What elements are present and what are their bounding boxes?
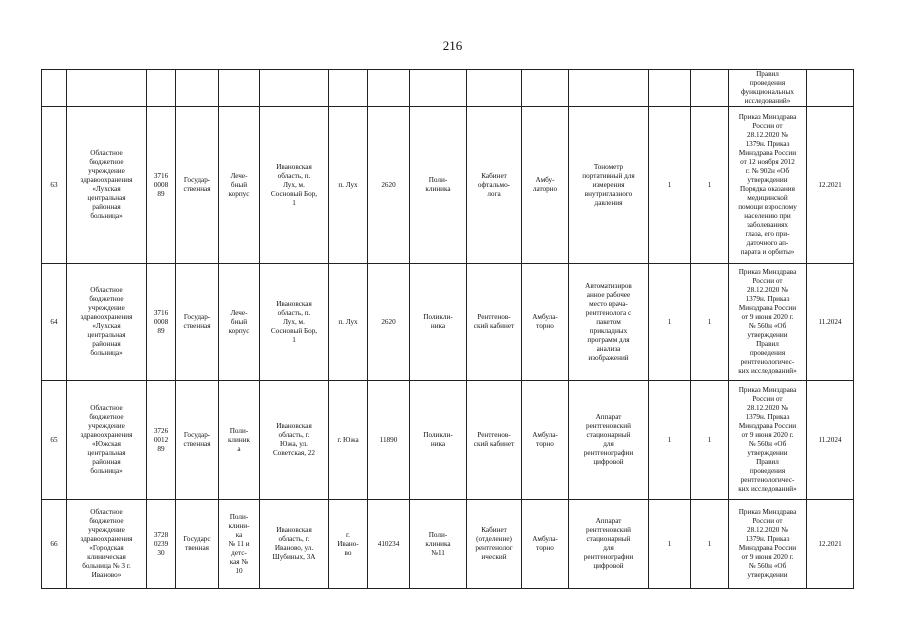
ownership-cell: Государ- ственная xyxy=(176,381,219,500)
table-cell xyxy=(67,70,147,107)
table-cell xyxy=(691,70,729,107)
quantity-cell: 1 xyxy=(649,107,691,264)
organization-cell: Областное бюджетное учреждение здравоохранения «Городская клиническая больница № 3 г. Иваново» xyxy=(67,500,147,589)
basis-cell: Приказ Минздрава России от 28.12.2020 № 1379н. Приказ Минздрава России от 9 июня 2020 г. № 560н «Об утверждении Правил проведения рентгенологичес- ких исследований» xyxy=(729,381,807,500)
table-cell xyxy=(569,70,649,107)
equipment-cell: Тонометр портативный для измерения внутриглазного давления xyxy=(569,107,649,264)
care-type-cell: Амбу- латорно xyxy=(522,107,569,264)
quantity-cell: 1 xyxy=(691,500,729,589)
quantity-cell: 1 xyxy=(691,381,729,500)
table-row xyxy=(42,107,854,264)
row-number: 64 xyxy=(42,264,67,381)
equipment-cell: Автоматизиров анное рабочее место врача- рентгенолога с пакетом прикладных программ для анализа изображений xyxy=(569,264,649,381)
city-cell: п. Лух xyxy=(329,107,368,264)
registry-table xyxy=(41,69,854,589)
code-cell: 3728 0239 30 xyxy=(147,500,176,589)
code-cell: 3726 0012 89 xyxy=(147,381,176,500)
table-row-continuation xyxy=(42,70,854,107)
row-number: 66 xyxy=(42,500,67,589)
address-cell: Ивановская область, г. Южа, ул. Советская, 22 xyxy=(260,381,329,500)
table-cell xyxy=(329,70,368,107)
basis-cell: Приказ Минздрава России от 28.12.2020 № 1379н. Приказ Минздрава России от 9 июня 2020 г. № 560н «Об утверждении Правил проведения рентгенологичес- ких исследований» xyxy=(729,264,807,381)
quantity-cell: 1 xyxy=(649,500,691,589)
index-cell: 2620 xyxy=(368,107,410,264)
date-cell: 12.2021 xyxy=(807,107,854,264)
quantity-cell: 1 xyxy=(649,381,691,500)
table-cell xyxy=(42,70,67,107)
room-cell: Рентгенов- ский кабинет xyxy=(467,381,522,500)
building-cell: Поли- клини- ка № 11 и детс- кая № 10 xyxy=(219,500,260,589)
row-number: 65 xyxy=(42,381,67,500)
department-cell: Поликли- ника xyxy=(410,264,467,381)
code-cell: 3716 0008 89 xyxy=(147,107,176,264)
basis-cell: Приказ Минздрава России от 28.12.2020 № 1379н. Приказ Минздрава России от 9 июня 2020 г. № 560н «Об утверждении xyxy=(729,500,807,589)
care-type-cell: Амбула- торно xyxy=(522,264,569,381)
page-number: 216 xyxy=(442,38,463,53)
ownership-cell: Государс твенная xyxy=(176,500,219,589)
index-cell: 11890 xyxy=(368,381,410,500)
city-cell: г. Южа xyxy=(329,381,368,500)
address-cell: Ивановская область, г. Иваново, ул. Шубиных, 3А xyxy=(260,500,329,589)
room-cell: Рентгенов- ский кабинет xyxy=(467,264,522,381)
building-cell: Лече- бный корпус xyxy=(219,107,260,264)
index-cell: 410234 xyxy=(368,500,410,589)
care-type-cell: Амбула- торно xyxy=(522,381,569,500)
date-cell: 11.2024 xyxy=(807,381,854,500)
table-cell xyxy=(176,70,219,107)
code-cell: 3716 0008 89 xyxy=(147,264,176,381)
organization-cell: Областное бюджетное учреждение здравоохранения «Лухская центральная районная больница» xyxy=(67,264,147,381)
address-cell: Ивановская область, п. Лух, м. Сосновый Бор, 1 xyxy=(260,107,329,264)
table-row xyxy=(42,381,854,500)
address-cell: Ивановская область, п. Лух, м. Сосновый Бор, 1 xyxy=(260,264,329,381)
table-cell xyxy=(147,70,176,107)
department-cell: Поли- клиника №11 xyxy=(410,500,467,589)
date-cell: 11.2024 xyxy=(807,264,854,381)
table-cell xyxy=(807,70,854,107)
ownership-cell: Государ- ственная xyxy=(176,264,219,381)
organization-cell: Областное бюджетное учреждение здравоохранения «Лухская центральная районная больница» xyxy=(67,107,147,264)
table-cell xyxy=(649,70,691,107)
quantity-cell: 1 xyxy=(649,264,691,381)
quantity-cell: 1 xyxy=(691,107,729,264)
table-cell xyxy=(522,70,569,107)
table-row xyxy=(42,264,854,381)
building-cell: Лече- бный корпус xyxy=(219,264,260,381)
date-cell: 12.2021 xyxy=(807,500,854,589)
city-cell: п. Лух xyxy=(329,264,368,381)
ownership-cell: Государ- ственная xyxy=(176,107,219,264)
index-cell: 2620 xyxy=(368,264,410,381)
care-type-cell: Амбула- торно xyxy=(522,500,569,589)
table-cell xyxy=(260,70,329,107)
department-cell: Поли- клиника xyxy=(410,107,467,264)
room-cell: Кабинет офтальмо- лога xyxy=(467,107,522,264)
equipment-cell: Аппарат рентгеновский стационарный для рентгенографии цифровой xyxy=(569,381,649,500)
organization-cell: Областное бюджетное учреждение здравоохранения «Южская центральная районная больница» xyxy=(67,381,147,500)
table-row xyxy=(42,500,854,589)
table-cell xyxy=(467,70,522,107)
basis-cell: Приказ Минздрава России от 28.12.2020 № 1379н. Приказ Минздрава России от 12 ноября 2012 г. № 902н «Об утверждении Порядка оказания медицинской помощи взрослому населению при заболеваниях глаза, его при- даточного ап- парата и орбиты» xyxy=(729,107,807,264)
table-cell xyxy=(368,70,410,107)
department-cell: Поликли- ника xyxy=(410,381,467,500)
quantity-cell: 1 xyxy=(691,264,729,381)
city-cell: г. Ивано- во xyxy=(329,500,368,589)
building-cell: Поли- клиник а xyxy=(219,381,260,500)
basis-cell: Правил проведения функциональных исследований» xyxy=(729,70,807,107)
row-number: 63 xyxy=(42,107,67,264)
table-cell xyxy=(219,70,260,107)
equipment-cell: Аппарат рентгеновский стационарный для рентгенографии цифровой xyxy=(569,500,649,589)
room-cell: Кабинет (отделение) рентгенолог ический xyxy=(467,500,522,589)
table-cell xyxy=(410,70,467,107)
